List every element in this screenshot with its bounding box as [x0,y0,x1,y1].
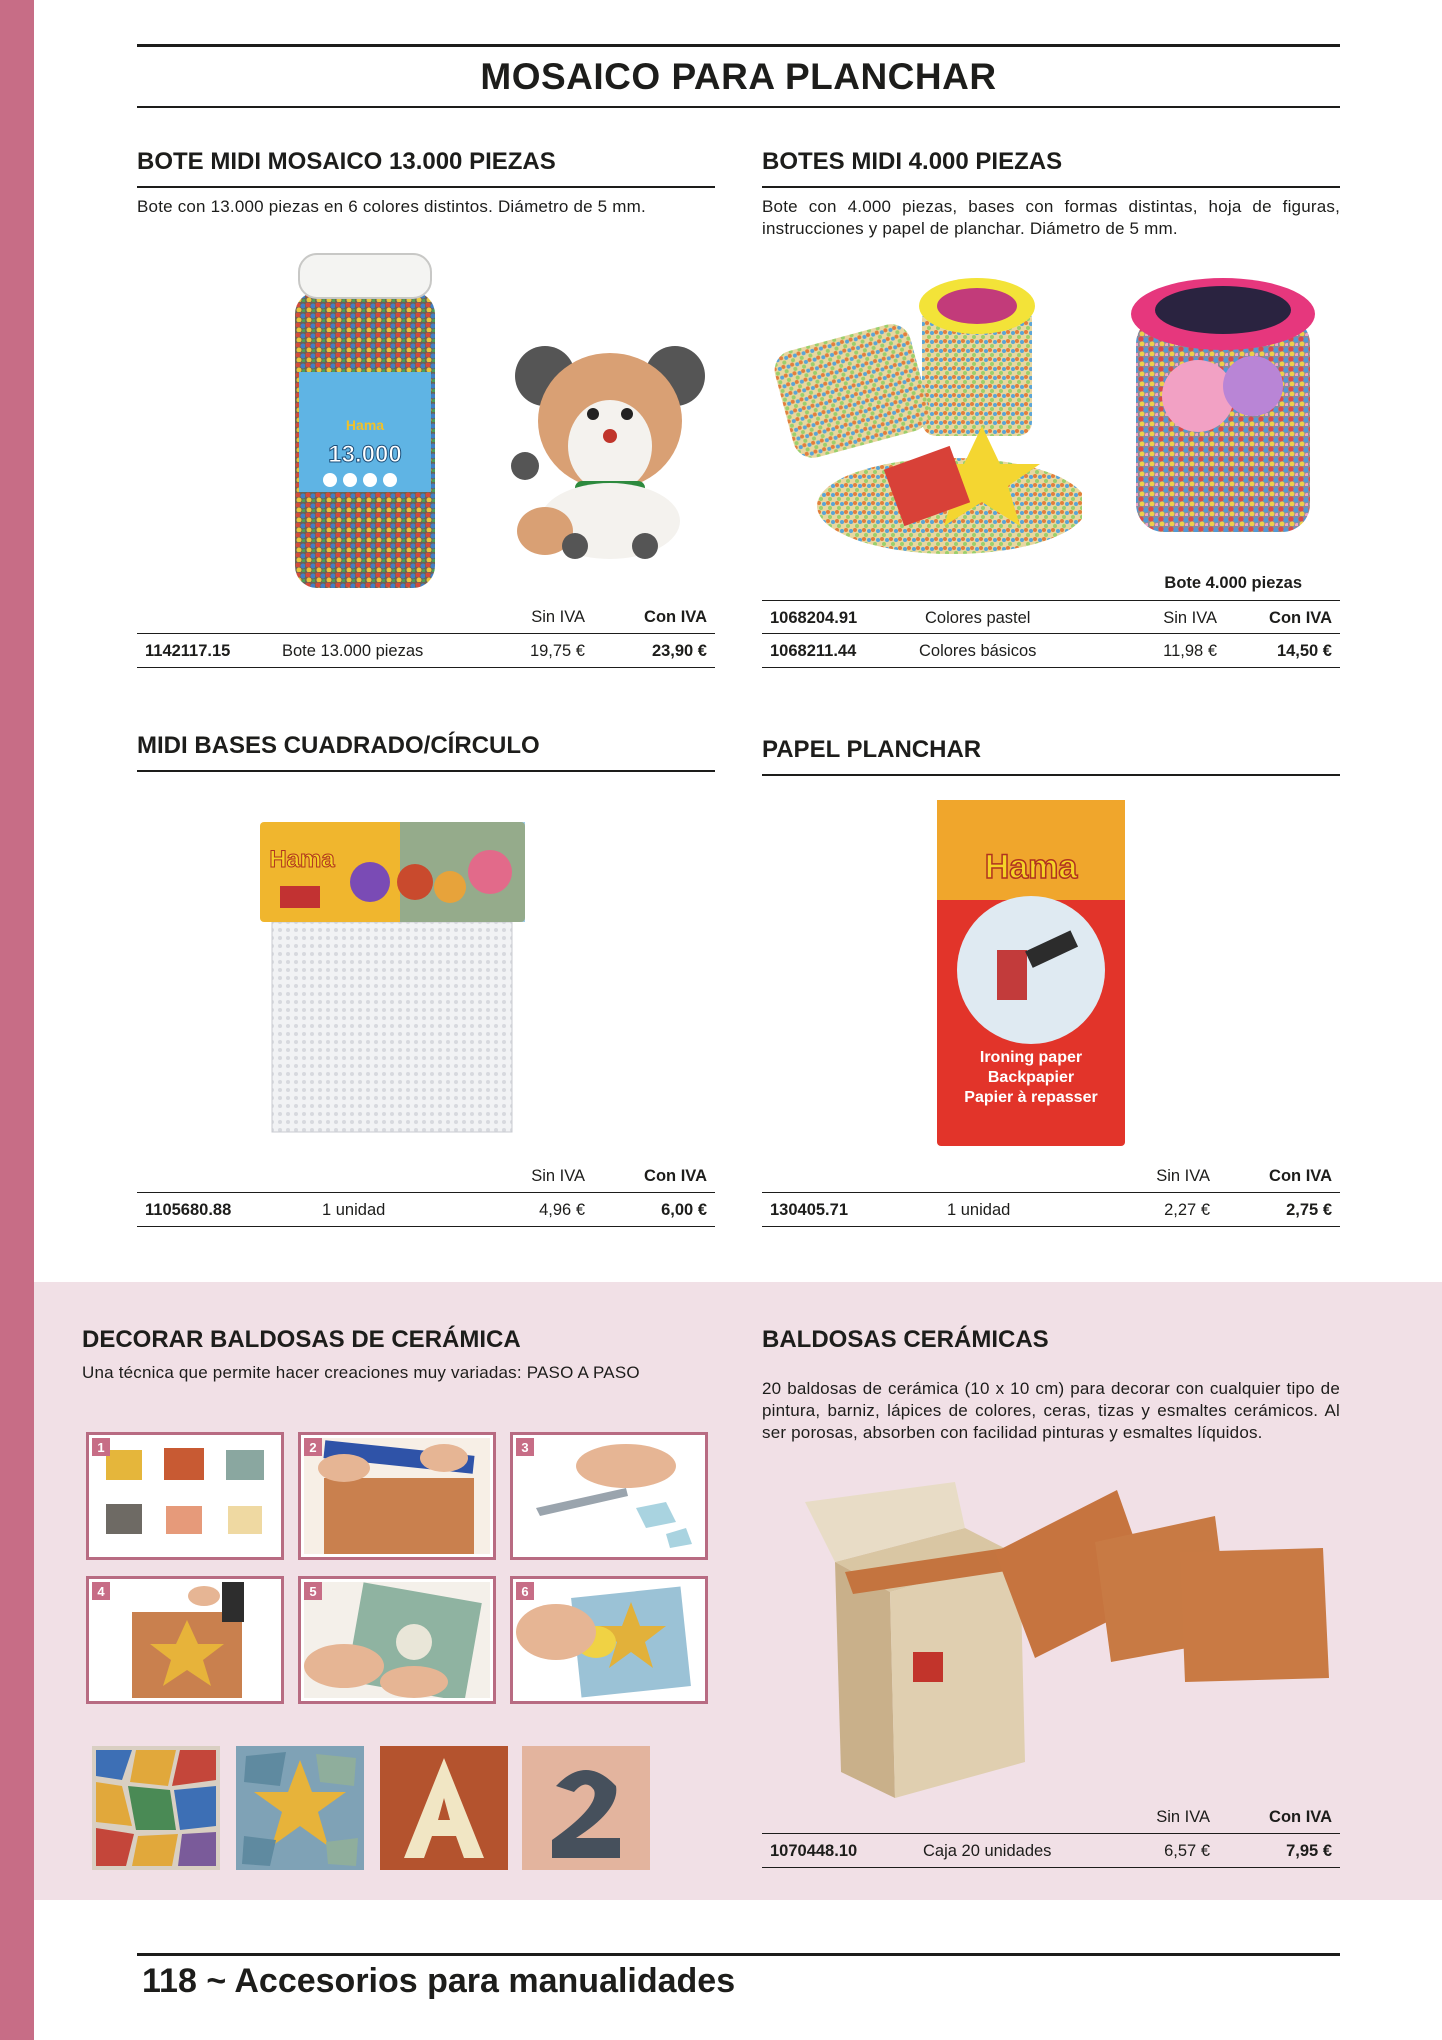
table-row [762,1834,1340,1868]
botes-4000-caption: Bote 4.000 piezas [1164,574,1302,592]
pkg-line-3: Papier à repasser [964,1089,1098,1106]
product-code: 1105680.88 [145,1201,232,1219]
page-number: 118 [142,1962,197,2000]
sin-iva-header: Sin IVA [1156,1808,1210,1826]
price-sin-iva: 4,96 € [539,1201,585,1219]
bote-midi-title: BOTE MIDI MOSAICO 13.000 PIEZAS [137,148,715,188]
price-con-iva: 14,50 € [1276,642,1332,660]
con-iva-header: Con IVA [644,1167,707,1185]
step-3-image [510,1432,708,1560]
bote-midi-desc: Bote con 13.000 piezas en 6 colores distintos. Diámetro de 5 mm. [137,197,646,216]
table-row [762,600,1340,634]
price-con-iva: 6,00 € [661,1201,707,1219]
price-con-iva: 7,95 € [1286,1842,1332,1860]
decorar-title: DECORAR BALDOSAS DE CERÁMICA [82,1326,521,1353]
step-number: 5 [304,1582,322,1600]
bote-13000-jar-image [285,252,445,592]
price-sin-iva: 6,57 € [1164,1842,1210,1860]
price-table-header [137,600,715,634]
ironing-paper-package-image [937,800,1125,1146]
bead-dog-figure-image [505,336,715,560]
baldosas-price-table [762,1800,1340,1868]
botes-4000-title: BOTES MIDI 4.000 PIEZAS [762,148,1340,188]
price-sin-iva: 2,27 € [1164,1201,1210,1219]
step-5-image [298,1576,496,1704]
step-4-image [86,1576,284,1704]
sin-iva-header: Sin IVA [1163,609,1217,627]
mosaic-tile-letter-a-image [380,1746,508,1870]
product-desc: Colores pastel [925,609,1031,627]
step-1-image [86,1432,284,1560]
product-code: 1068211.44 [770,642,857,660]
price-table-header [137,1159,715,1193]
baldosas-desc: 20 baldosas de cerámica (10 x 10 cm) para decorar con cualquier tipo de pintura, barniz, lápices de colores, ceras, tizas y esmaltes cerámicos. Al ser porosas, absorben con facilidad pinturas y esmaltes líquidos. [762,1379,1340,1442]
midi-bases-price-table [137,1159,715,1227]
mosaic-tile-number-2-image [522,1746,650,1870]
ceramic-tiles-box-image [795,1482,1335,1802]
step-number: 3 [516,1438,534,1456]
footer-section-name: Accesorios para manualidades [234,1962,736,2000]
midi-bases-title: MIDI BASES CUADRADO/CÍRCULO [137,732,715,772]
con-iva-header: Con IVA [1269,1808,1332,1826]
midi-bases-package-image [260,822,525,1134]
product-code: 1070448.10 [770,1842,858,1860]
price-sin-iva: 11,98 € [1163,642,1217,660]
step-2-image [298,1432,496,1560]
con-iva-header: Con IVA [1269,1167,1332,1185]
product-code: 1142117.15 [145,642,231,660]
botes-4000-basic-image [1128,276,1318,536]
botes-4000-caption-row [762,566,1340,600]
papel-title: PAPEL PLANCHAR [762,736,1340,776]
footer-rule [137,1953,1340,1956]
botes-4000-pastel-image [772,276,1082,556]
botes-4000-price-table [762,566,1340,668]
sin-iva-header: Sin IVA [1156,1167,1210,1185]
price-table-header [762,1800,1340,1834]
package-brand-text: Hama [984,848,1078,886]
con-iva-header: Con IVA [1269,609,1332,627]
decorar-desc: Una técnica que permite hacer creaciones muy variadas: PASO A PASO [82,1363,640,1382]
papel-price-table [762,1159,1340,1227]
page-title-bar [137,44,1340,108]
pkg-line-2: Backpapier [987,1069,1075,1086]
page-title: MOSAICO PARA PLANCHAR [480,55,997,97]
step-number: 6 [516,1582,534,1600]
price-con-iva: 23,90 € [651,642,707,660]
page-footer [142,1962,735,2001]
step-number: 1 [92,1438,110,1456]
product-desc: 1 unidad [322,1201,386,1219]
jar-brand-text: Hama [345,417,385,433]
table-row [137,634,715,668]
package-brand-text: Hama [269,846,335,873]
price-con-iva: 2,75 € [1286,1201,1332,1219]
baldosas-title: BALDOSAS CERÁMICAS [762,1326,1049,1353]
table-row [762,1193,1340,1227]
product-code: 1068204.91 [770,609,858,627]
bote-midi-price-table [137,600,715,668]
jar-count-text: 13.000 [328,441,402,468]
step-number: 2 [304,1438,322,1456]
footer-separator: ~ [206,1962,227,2000]
side-color-strip [0,0,34,2040]
product-desc: Colores básicos [919,642,1037,660]
sin-iva-header: Sin IVA [531,608,585,626]
price-sin-iva: 19,75 € [529,642,585,660]
mosaic-tile-geometric-image [92,1746,220,1870]
product-desc: Bote 13.000 piezas [282,642,424,660]
product-desc: Caja 20 unidades [923,1842,1052,1860]
table-row [137,1193,715,1227]
step-number: 4 [92,1582,110,1600]
step-6-image [510,1576,708,1704]
con-iva-header: Con IVA [644,608,707,626]
product-desc: 1 unidad [947,1201,1011,1219]
pkg-line-1: Ironing paper [979,1049,1083,1066]
price-table-header [762,1159,1340,1193]
sin-iva-header: Sin IVA [531,1167,585,1185]
table-row [762,634,1340,668]
product-code: 130405.71 [770,1201,848,1219]
botes-4000-desc: Bote con 4.000 piezas, bases con formas distintas, hoja de figuras, instrucciones y papel de planchar. Diámetro de 5 mm. [762,197,1340,238]
mosaic-tile-star-image [236,1746,364,1870]
